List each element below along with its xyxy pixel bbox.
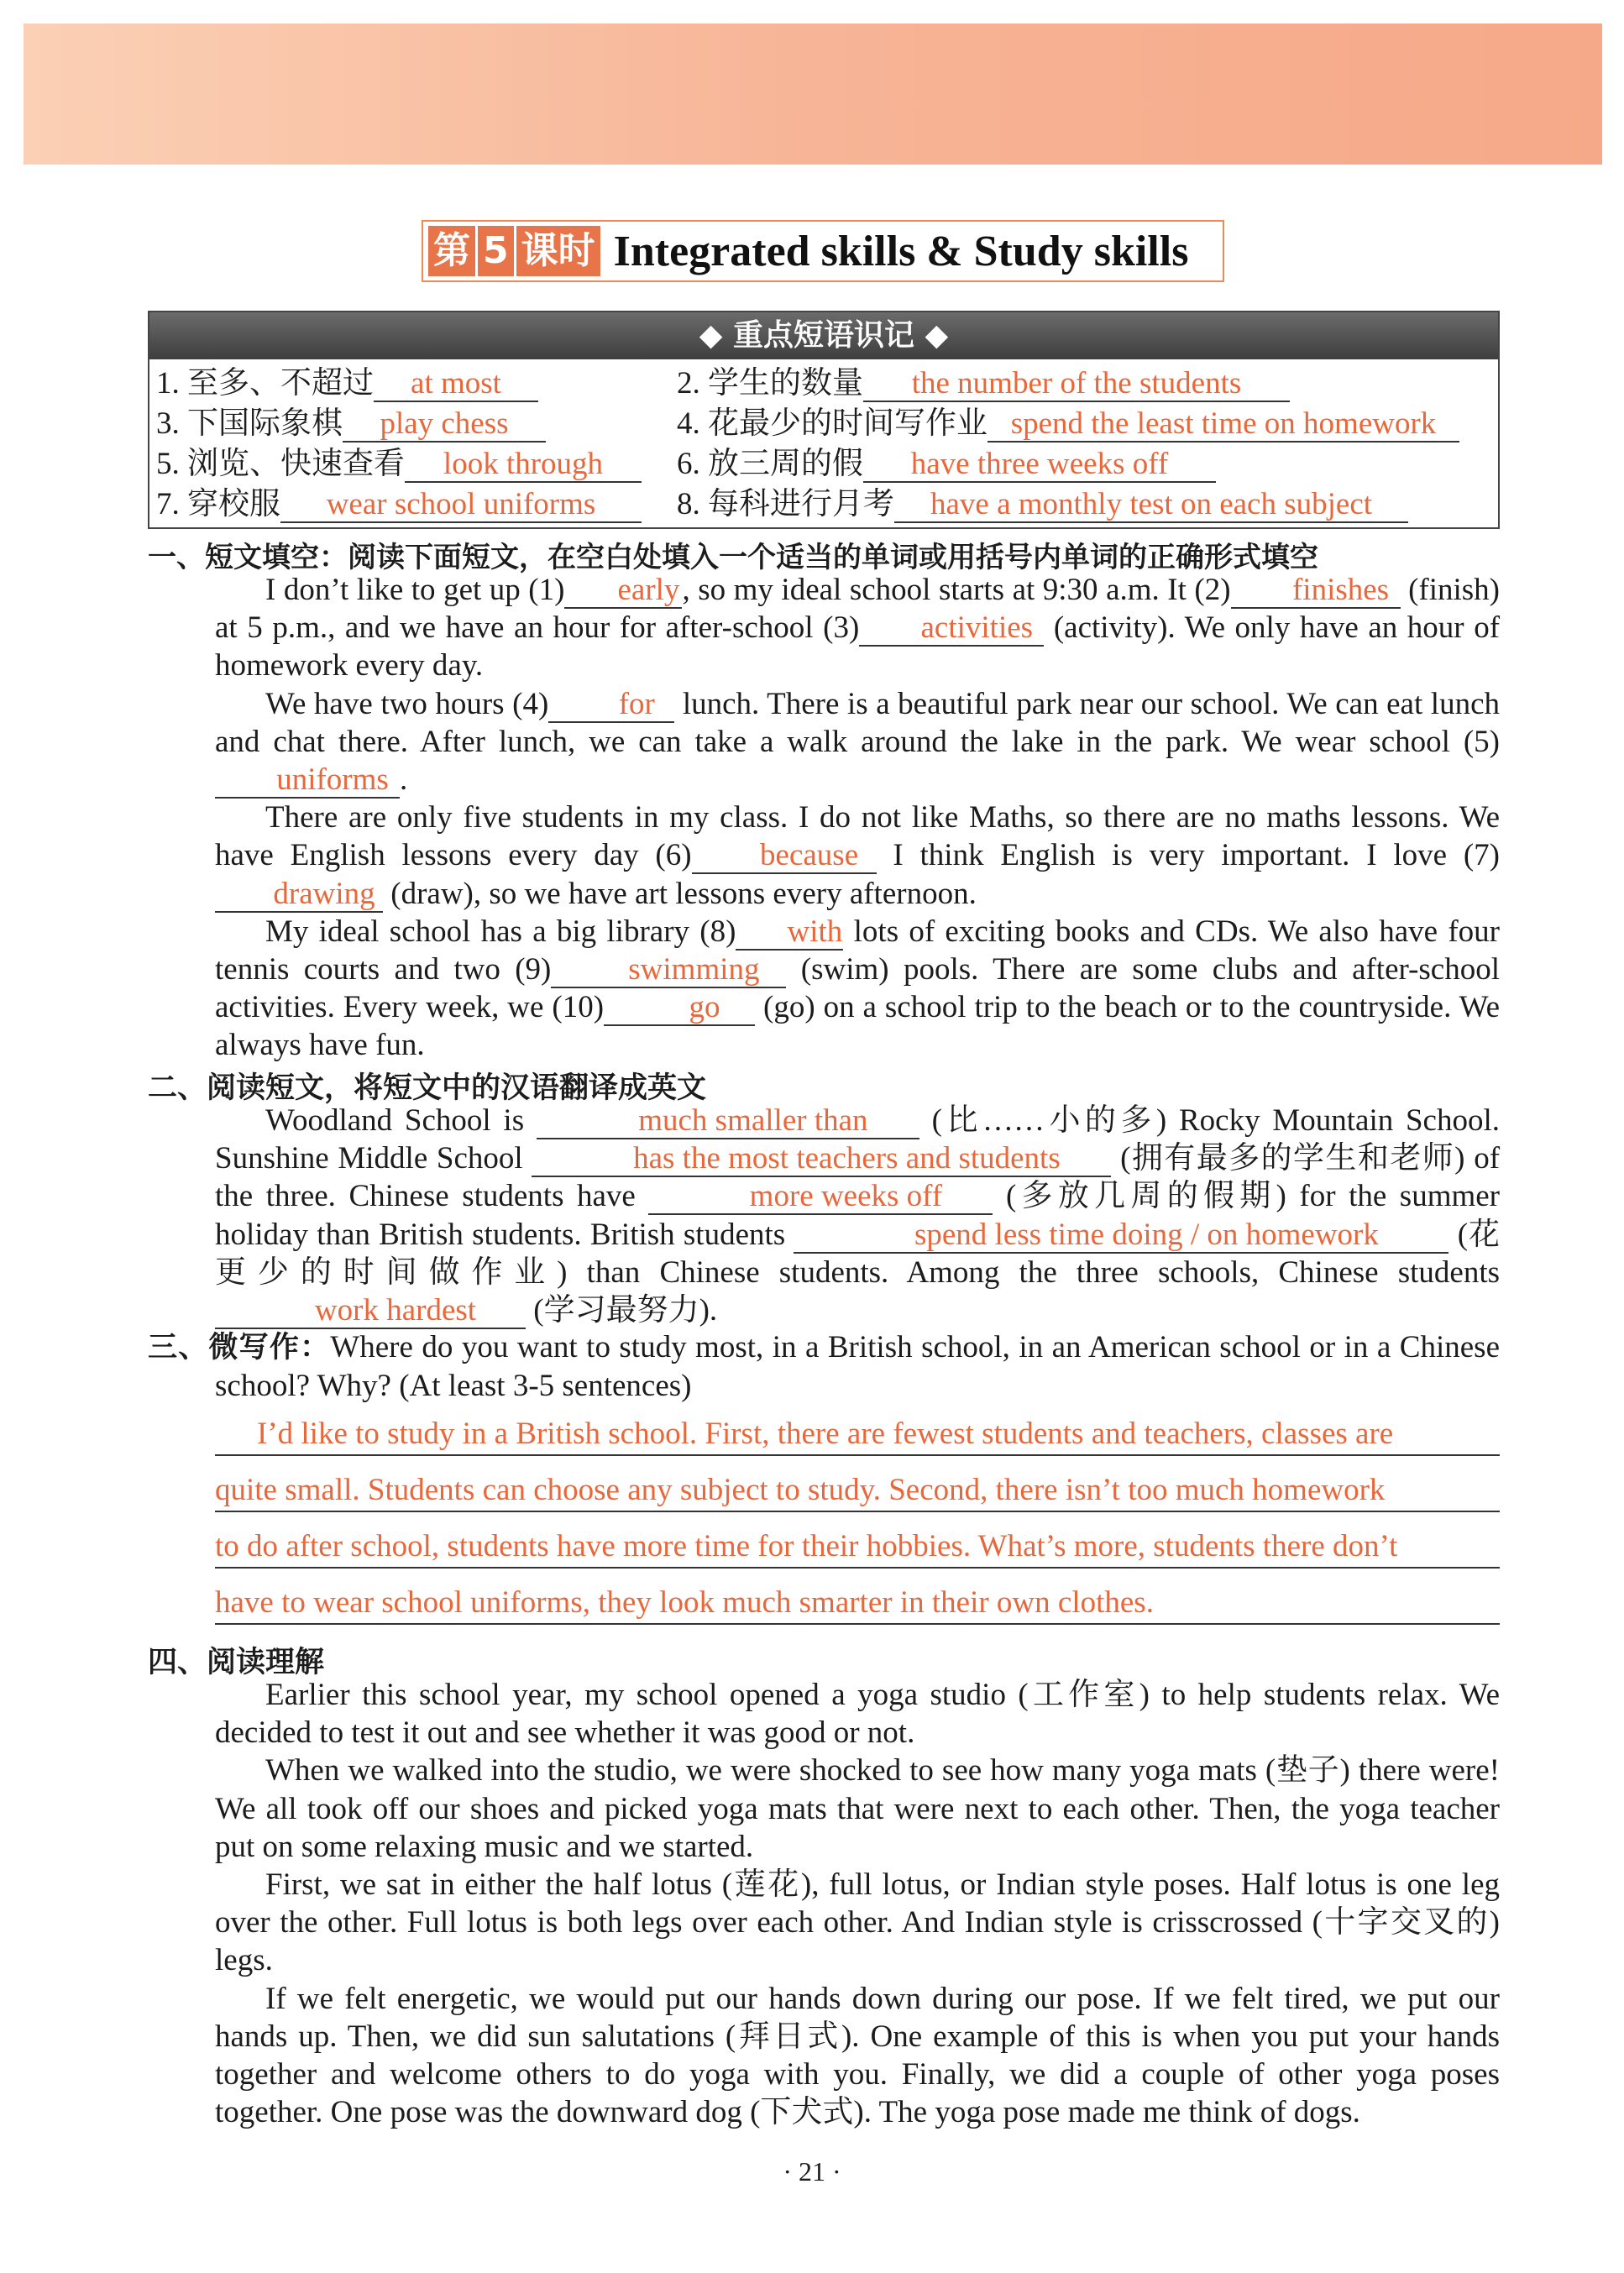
answer-blank: finishes [1231,573,1401,609]
answer-blank: spend the least time on homework [987,407,1459,443]
section-4-passage [215,1676,1500,2131]
section-2-passage: Woodland School is much smaller than (比……小的多) Rocky Mountain School. Sunshine Middle School has the most teachers and students (拥有最多的学生和老师) of the three. Chinese students have more weeks off (多放几周的假期) for the summer holiday than British students. British students spend less time doing / on homework (花更少的时间做作业) than Chinese students. Among the three schools, Chinese students work hardest (学习最努力). [215,1103,1501,1328]
lesson-title [422,220,1224,282]
reading-paragraph: First, we sat in either the half lotus (莲花), full lotus, or Indian style poses. Half lotus is one leg over the other. Full lotus is both legs over each other. And Indian style is crisscrossed (十字交叉的) legs. [215,1867,1500,1978]
reading-paragraph: If we felt energetic, we would put our hands down during our pose. If we felt tired, we put our hands up. Then, we did sun salutations (拜日式). One example of this is when you put your hands together and welcome others to do yoga with you. Finally, we did a couple of other yoga poses together. One pose was the downward dog (下犬式). The yoga pose made me think of dogs. [215,1981,1500,2130]
lesson-badge [428,226,600,276]
key-phrases-grid [149,359,1498,527]
badge-char-2: 课时 [516,226,600,276]
answer-blank: at most [374,367,538,402]
phrase-item: 3. 下国际象棋 play chess [156,405,546,443]
section-3-prompt: 三、微写作：Where do you want to study most, in a British school, in an American school or in a Chinese school? Why? (At least 3-5 sentences) [148,1330,1500,1404]
writing-line-4: have to wear school uniforms, they look much smarter in their own clothes. [215,1583,1500,1625]
section-1-title: 一、短文填空：阅读下面短文，在空白处填入一个适当的单词或用括号内单词的正确形式填空 [148,541,1318,574]
answer-blank: activities [859,611,1044,647]
answer-blank: swimming [551,953,786,988]
answer-blank: wear school uniforms [280,488,642,523]
answer-blank: has the most teachers and students [532,1142,1111,1177]
key-phrases-box [148,311,1500,529]
answer-blank: much smaller than [537,1104,919,1139]
answer-blank: more weeks off [648,1180,993,1215]
section-1-passage: I don’t like to get up (1) early, so my ideal school starts at 9:30 a.m. It (2) finishes (finish) at 5 p.m., and we have an hour for after-school (3) activities (activity). We only have an hour of homework every day. We have two hours (4) for lunch. There is a beautiful park near our school. We can eat lunch and chat there. After lunch, we can take a walk around the lake in the park. We wear school (5)uniforms . There are only five students in my class. I do not like Maths, so there are no maths lessons. We have English lessons every day (6) because I think English is very important. I love (7) drawing (draw), so we have art lessons every afternoon. My ideal school has a big library (8) with lots of exciting books and CDs. We also have four tennis courts and two (9) swimming (swim) pools. There are some clubs and after-school activities. Every week, we (10) go (go) on a school trip to the beach or to the countryside. We always have fun. [215,573,1501,1063]
answer-blank: have a monthly test on each subject [894,488,1408,523]
writing-line-3: to do after school, students have more time for their hobbies. What’s more, students there don’t [215,1527,1500,1569]
answer-blank: because [692,839,877,874]
answer-blank: drawing [215,877,383,913]
writing-line-1: I’d like to study in a British school. First, there are fewest students and teachers, classes are [215,1414,1500,1456]
phrase-item: 7. 穿校服 wear school uniforms [156,485,642,524]
answer-blank: for [548,688,674,723]
page-title: Integrated skills & Study skills [613,227,1189,275]
answer-blank: look through [405,448,642,483]
key-phrases-header: ◆ 重点短语识记 ◆ [149,312,1498,359]
section-3-title: 三、微写作： [148,1331,331,1364]
phrase-item: 4. 花最少的时间写作业 spend the least time on homework [677,405,1459,443]
phrase-item: 8. 每科进行月考 have a monthly test on each subject [677,485,1408,524]
section-2-title: 二、阅读短文，将短文中的汉语翻译成英文 [148,1071,707,1105]
reading-paragraph: Earlier this school year, my school opened a yoga studio (工作室) to help students relax. We decided to test it out and see whether it was good or not. [215,1678,1500,1751]
phrase-item: 6. 放三周的假 have three weeks off [677,445,1216,484]
answer-blank: play chess [343,407,546,443]
answer-blank: the number of the students [863,367,1290,402]
reading-paragraph: When we walked into the studio, we were shocked to see how many yoga mats (垫子) there were! We all took off our shoes and picked yoga mats that were next to each other. Then, the yoga teacher put on some relaxing music and we started. [215,1753,1500,1864]
phrase-item: 5. 浏览、快速查看 look through [156,445,642,484]
answer-blank: spend less time doing / on homework [794,1218,1449,1254]
phrase-item: 2. 学生的数量 the number of the students [677,364,1290,403]
answer-blank: go [604,991,755,1026]
answer-blank: uniforms [215,763,400,799]
answer-blank: have three weeks off [863,448,1216,483]
phrase-item: 1. 至多、不超过 at most [156,364,538,403]
badge-number: 5 [478,226,514,276]
writing-line-2: quite small. Students can choose any subject to study. Second, there isn’t too much homework [215,1470,1500,1512]
section-4-title: 四、阅读理解 [148,1646,325,1679]
answer-blank: work hardest [215,1294,526,1329]
answer-blank: with [736,915,843,951]
page-number: · 21 · [783,2156,841,2187]
badge-char-1: 第 [428,226,475,276]
answer-blank: early [564,573,682,609]
header-banner [24,24,1602,165]
